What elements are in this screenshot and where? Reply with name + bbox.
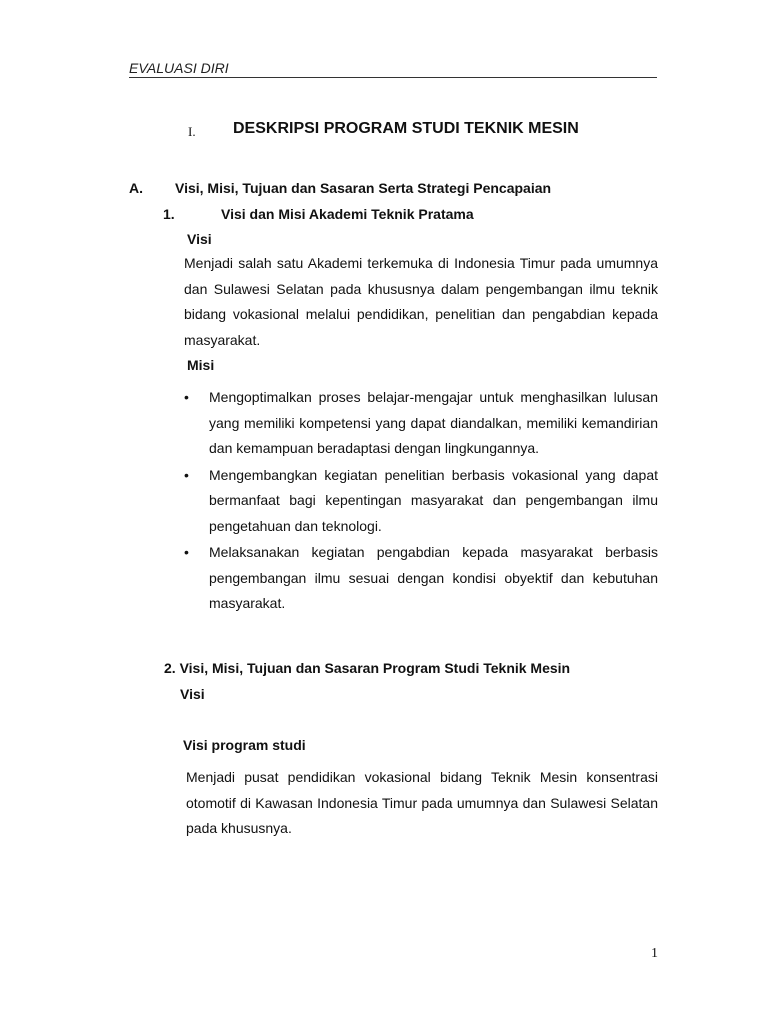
visi-label: Visi	[187, 231, 212, 247]
misi-item	[184, 385, 658, 462]
header-rule	[129, 77, 657, 78]
running-header: EVALUASI DIRI	[129, 60, 229, 76]
section-a-title: Visi, Misi, Tujuan dan Sasaran Serta Strategi Pencapaian	[175, 180, 552, 196]
subsection-1-title: Visi dan Misi Akademi Teknik Pratama	[221, 206, 474, 222]
visi-prodi-paragraph: Menjadi pusat pendidikan vokasional bidang Teknik Mesin konsentrasi otomotif di Kawasan Indonesia Timur pada umumnya dan Sulawesi Selatan pada khususnya.	[186, 769, 658, 836]
misi-item	[184, 463, 658, 540]
bullet-icon: •	[184, 544, 189, 560]
bullet-icon: •	[184, 466, 189, 483]
misi-item-text: Mengoptimalkan proses belajar-mengajar untuk menghasilkan lulusan yang memiliki kompetensi yang dapat diandalkan, memiliki kemandirian dan kemampuan beradaptasi dengan lingkungannya.	[209, 389, 658, 456]
page-number: 1	[651, 946, 658, 961]
misi-label: Misi	[187, 357, 215, 373]
chapter-title: DESKRIPSI PROGRAM STUDI TEKNIK MESIN	[233, 120, 579, 137]
misi-item-text: Mengembangkan kegiatan penelitian berbasis vokasional yang dapat bermanfaat bagi kepentingan masyarakat dan pengembangan ilmu pengetahuan dan teknologi.	[209, 466, 658, 534]
subsection-1-number: 1.	[163, 206, 175, 222]
visi-paragraph: Menjadi salah satu Akademi terkemuka di Indonesia Timur pada umumnya dan Sulawesi Selatan pada khususnya dalam pengembangan ilmu teknik bidang vokasional melalui pendidikan, penelitian dan pengabdian kepada masyarakat.	[184, 255, 658, 348]
visi-prodi-label: Visi program studi	[183, 737, 306, 753]
subsection-2-title: 2. Visi, Misi, Tujuan dan Sasaran Program Studi Teknik Mesin	[164, 660, 571, 676]
bullet-icon: •	[184, 389, 189, 405]
section-a-label: A.	[129, 180, 143, 196]
misi-item-text: Melaksanakan kegiatan pengabdian kepada masyarakat berbasis pengembangan ilmu sesuai dengan kondisi obyektif dan kebutuhan masyarakat.	[209, 544, 658, 611]
sub2-visi-label: Visi	[180, 686, 205, 702]
misi-item	[184, 540, 658, 617]
misi-list	[184, 385, 658, 618]
chapter-number: I.	[188, 124, 196, 139]
